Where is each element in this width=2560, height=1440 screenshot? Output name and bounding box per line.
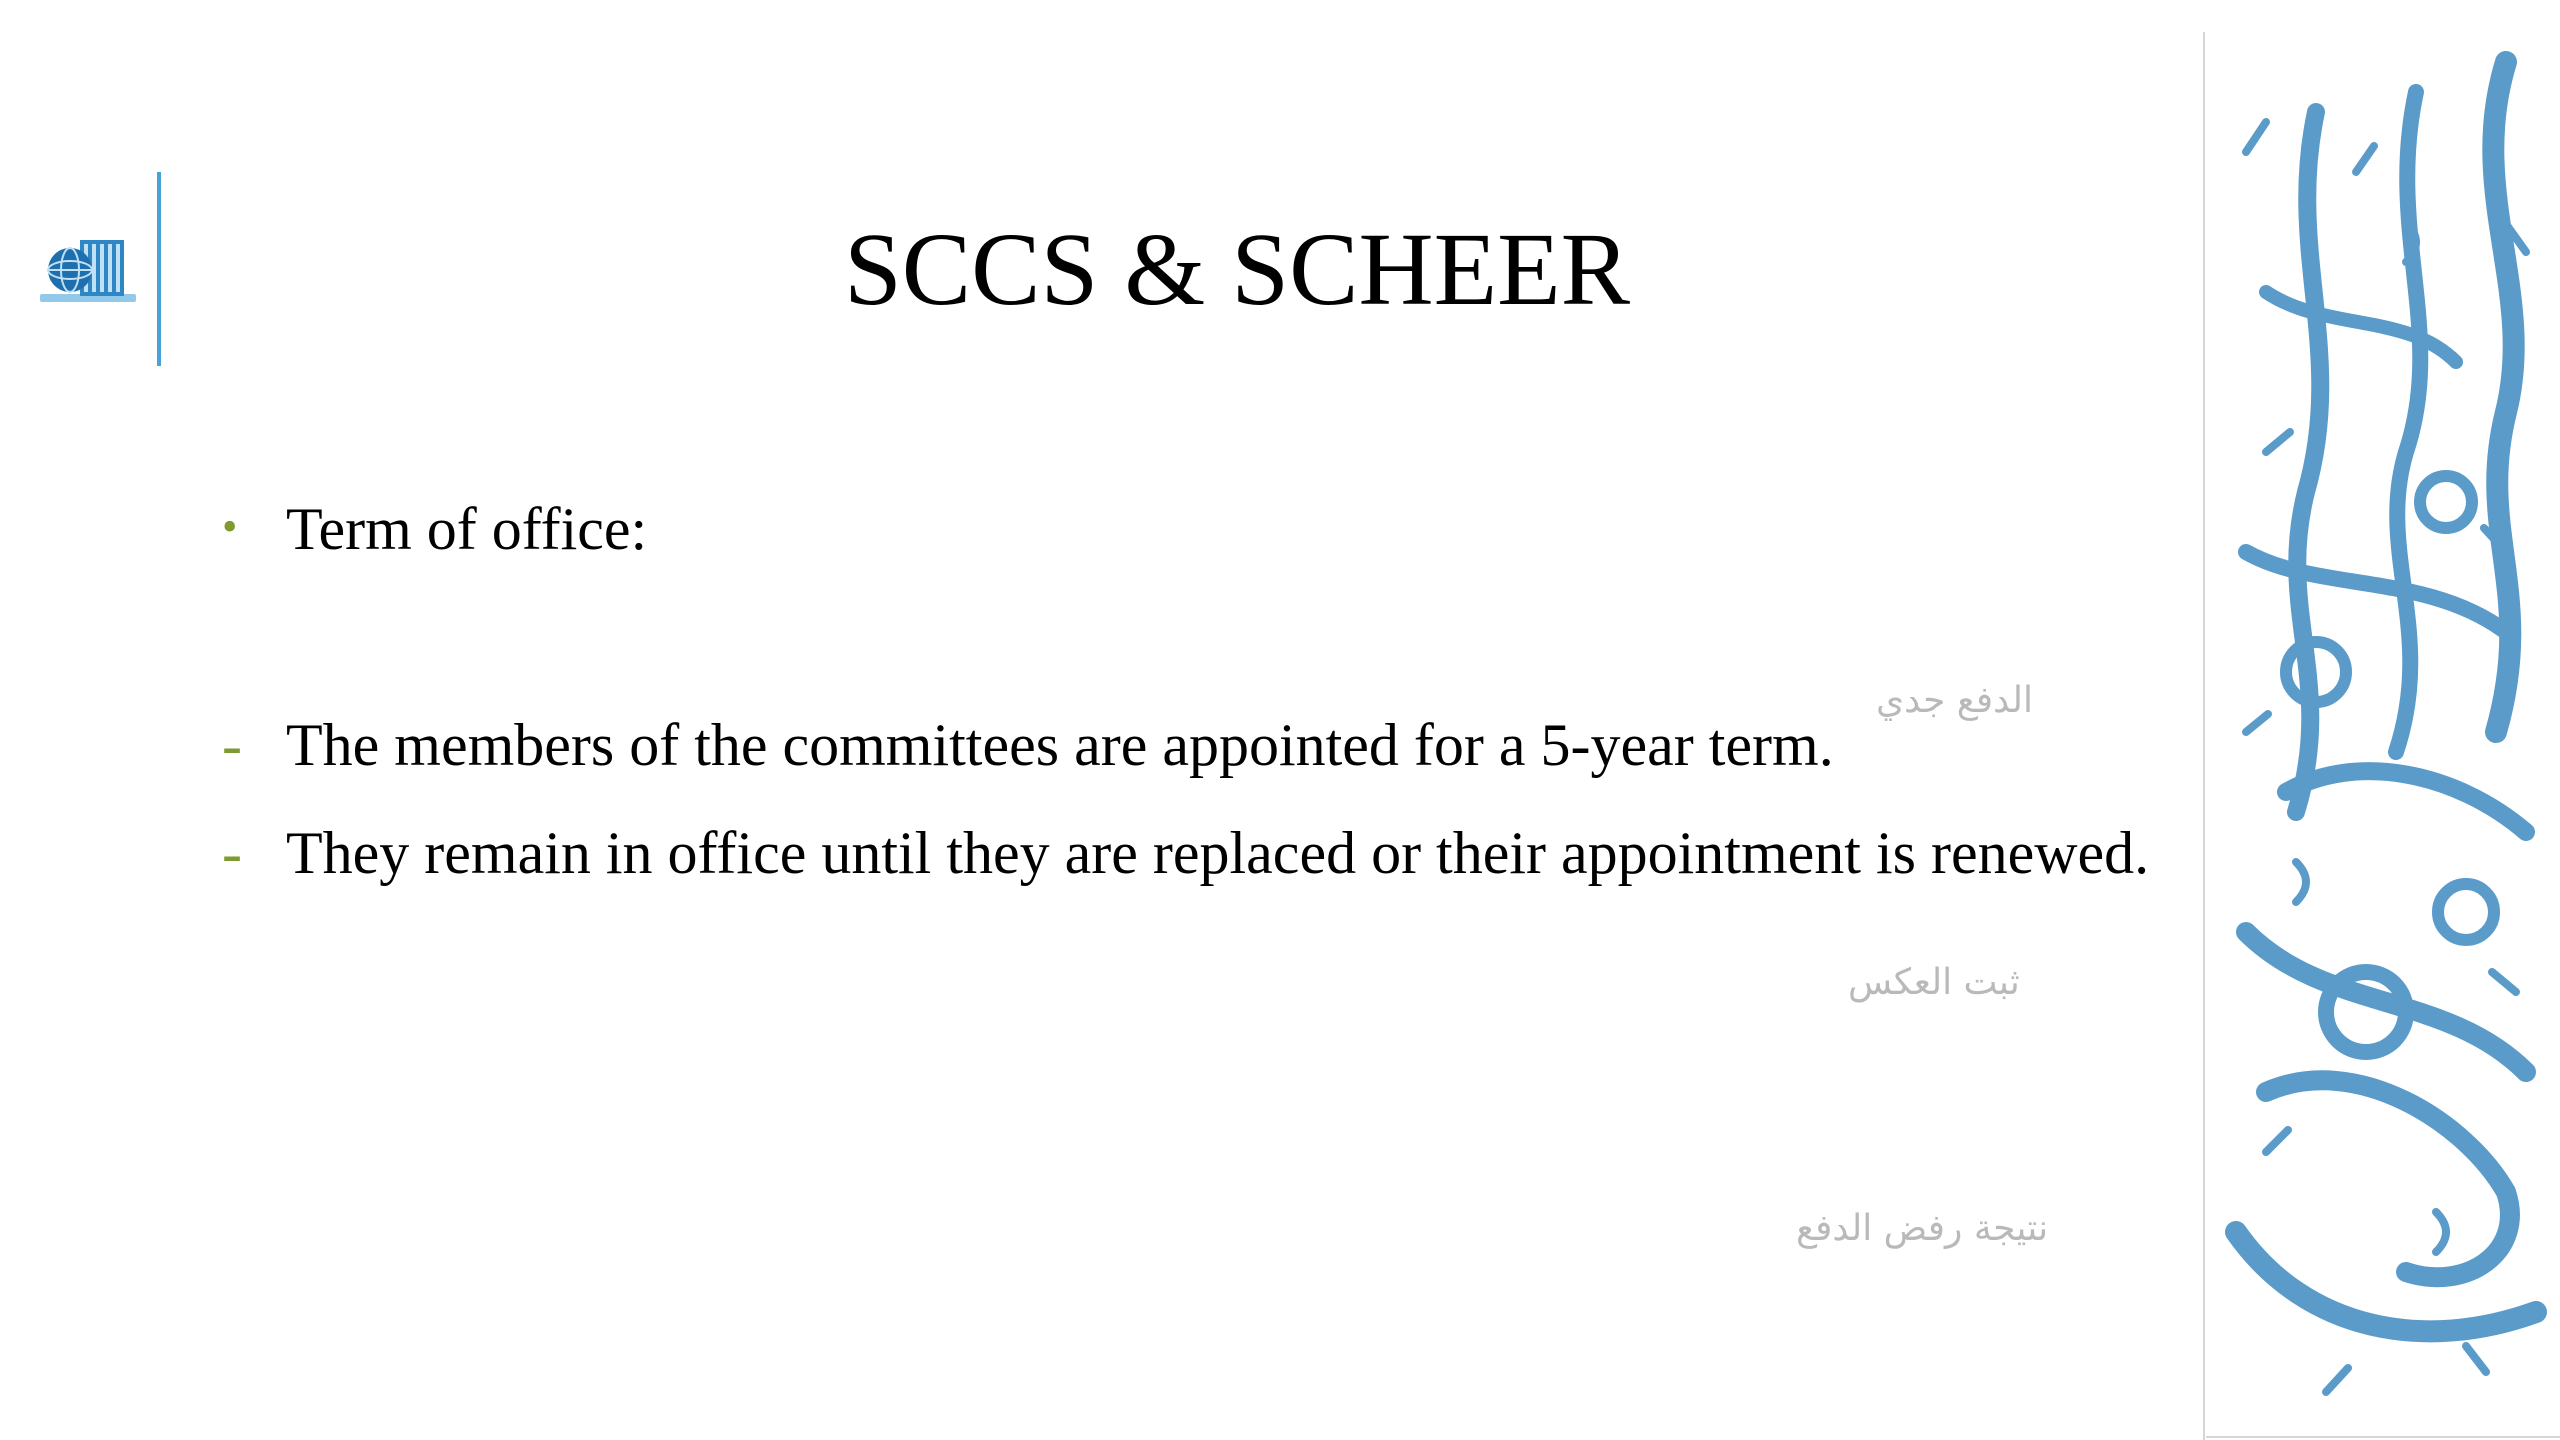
dash-item-text: They remain in office until they are replaced or their appointment is renewed.: [286, 820, 2150, 886]
university-logo-icon: [36, 232, 140, 312]
overlay-note: ثبت العكس: [1848, 962, 2020, 1003]
dash-item-text: The members of the committees are appointed for a 5-year term.: [286, 712, 1834, 778]
heading-text: Term of office:: [286, 496, 648, 562]
calligraphy-decoration-icon: [2206, 32, 2560, 1440]
side-divider: [2203, 32, 2205, 1440]
dash-item: [222, 814, 2182, 892]
dash-marker: -: [222, 712, 242, 778]
dash-marker: -: [222, 820, 242, 886]
slide-title: SCCS & SCHEER: [843, 212, 1631, 327]
overlay-note: نتيجة رفض الدفع: [1796, 1208, 2049, 1249]
overlay-note: الدفع جدي: [1876, 680, 2034, 721]
bullet-heading: [222, 490, 2182, 568]
bullet-dot: •: [222, 502, 238, 551]
logo-divider: [157, 172, 161, 366]
bottom-divider: [2206, 1436, 2560, 1438]
